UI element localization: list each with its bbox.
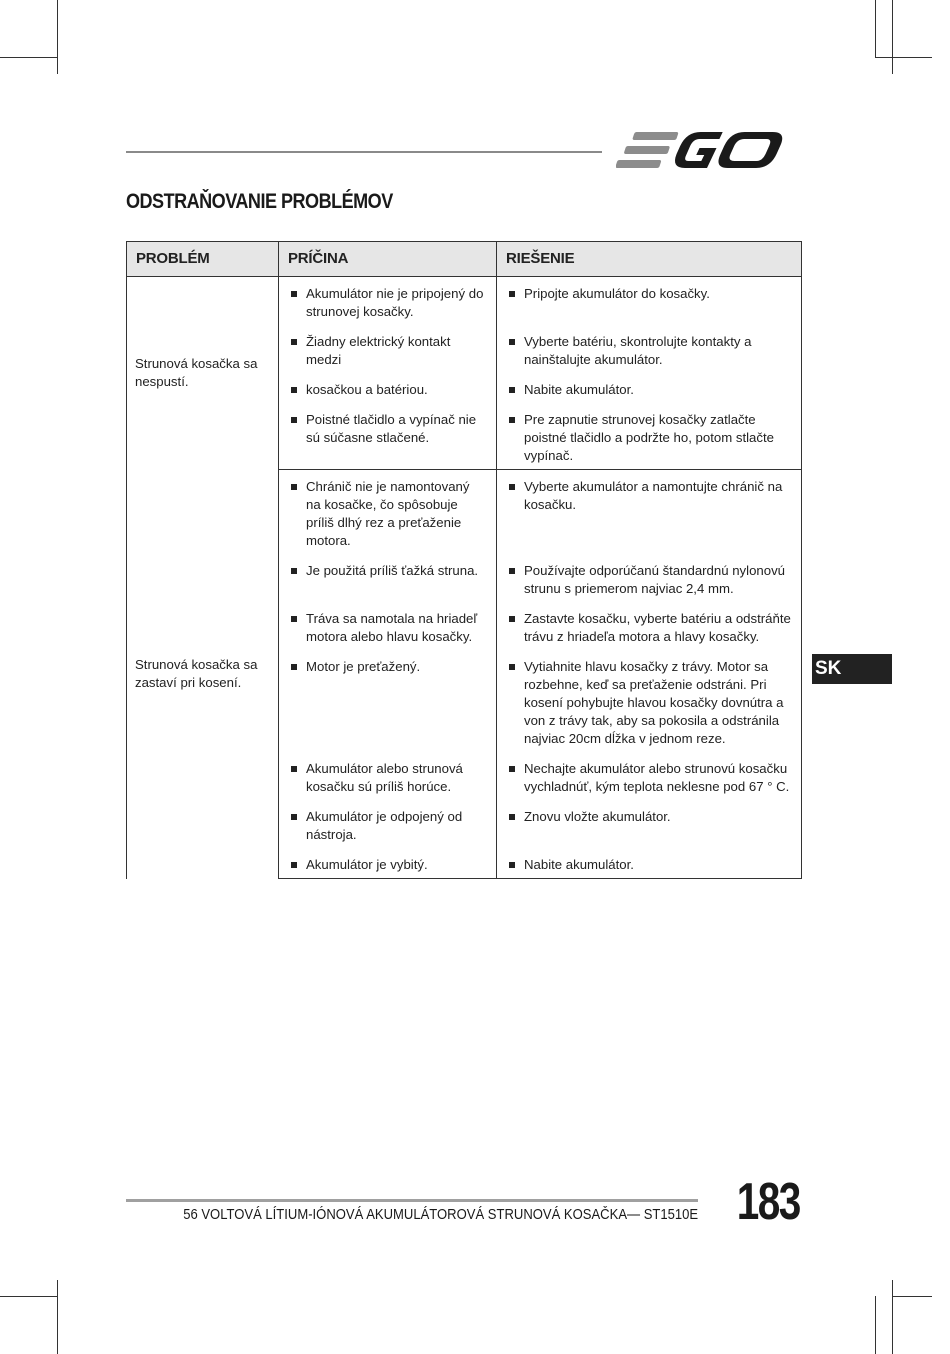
- bullet-square-icon: [291, 417, 297, 423]
- footer-rule: [126, 1199, 698, 1202]
- cause-text: Akumulátor nie je pripojený do strunovej kosačky.: [306, 286, 484, 319]
- header-solution: RIEŠENIE: [497, 242, 802, 277]
- table-row: [127, 277, 802, 326]
- bullet-square-icon: [509, 766, 515, 772]
- bullet-square-icon: [509, 616, 515, 622]
- crop-mark: [0, 1296, 57, 1297]
- crop-mark: [875, 57, 932, 58]
- bullet-square-icon: [291, 766, 297, 772]
- bullet-square-icon: [509, 568, 515, 574]
- bullet-square-icon: [291, 291, 297, 297]
- crop-mark: [57, 0, 58, 74]
- table-header-row: [127, 242, 802, 277]
- solution-text: Vyberte batériu, skontrolujte kontakty a nainštalujte akumulátor.: [524, 334, 752, 367]
- page-title: ODSTRAŇOVANIE PROBLÉMOV: [126, 190, 393, 213]
- solution-text: Zastavte kosačku, vyberte batériu a odstráňte trávu z hriadeľa motora a hlavy kosačky.: [524, 611, 791, 644]
- solution-text: Pre zapnutie strunovej kosačky zatlačte poistné tlačidlo a podržte ho, potom stlačte vypínač.: [524, 412, 774, 463]
- bullet-square-icon: [509, 291, 515, 297]
- cause-text: Chránič nie je namontovaný na kosačke, čo spôsobuje príliš dlhý rez a preťaženie motora.: [306, 479, 470, 548]
- solution-text: Nabite akumulátor.: [524, 382, 634, 397]
- cause-text: Akumulátor je vybitý.: [306, 857, 428, 872]
- solution-text: Vyberte akumulátor a namontujte chránič na kosačku.: [524, 479, 783, 512]
- bullet-square-icon: [509, 339, 515, 345]
- bullet-square-icon: [509, 814, 515, 820]
- cause-text: Akumulátor alebo strunová kosačku sú príliš horúce.: [306, 761, 463, 794]
- crop-mark: [892, 1280, 893, 1354]
- cause-text: Žiadny elektrický kontakt medzi: [306, 334, 451, 367]
- problem-cell: [127, 277, 279, 470]
- bullet-square-icon: [509, 484, 515, 490]
- bullet-square-icon: [509, 862, 515, 868]
- troubleshooting-table: [126, 241, 802, 879]
- solution-text: Znovu vložte akumulátor.: [524, 809, 671, 824]
- bullet-square-icon: [291, 862, 297, 868]
- crop-mark: [892, 0, 893, 74]
- problem-text: Strunová kosačka sa nespustí.: [135, 356, 258, 390]
- page-number: 183: [737, 1173, 800, 1231]
- ego-logo: [616, 128, 800, 172]
- cause-text: Je použitá príliš ťažká struna.: [306, 563, 479, 578]
- cause-text: Motor je preťažený.: [306, 659, 421, 674]
- bullet-square-icon: [509, 664, 515, 670]
- bullet-square-icon: [291, 814, 297, 820]
- solution-text: Nechajte akumulátor alebo strunovú kosačku vychladnúť, kým teplota neklesne pod 67 ° C.: [524, 761, 790, 794]
- problem-text: Strunová kosačka sa zastaví pri kosení.: [135, 657, 258, 690]
- bullet-square-icon: [509, 417, 515, 423]
- cause-text: Akumulátor je odpojený od nástroja.: [306, 809, 463, 842]
- problem-cell: [127, 470, 279, 879]
- solution-text: Vytiahnite hlavu kosačky z trávy. Motor sa rozbehne, keď sa preťaženie odstráni. Pri kosení pohybujte hlavou kosačky dovnútra a von z trávy tak, aby sa pokosila a odstránila najviac 20cm dĺžka v jednom reze.: [524, 659, 784, 746]
- bullet-square-icon: [291, 339, 297, 345]
- solution-text: Nabite akumulátor.: [524, 857, 634, 872]
- bullet-square-icon: [509, 387, 515, 393]
- bullet-square-icon: [291, 387, 297, 393]
- bullet-square-icon: [291, 664, 297, 670]
- solution-text: Používajte odporúčanú štandardnú nylonovú strunu s priemerom najviac 2,4 mm.: [524, 563, 786, 596]
- bullet-square-icon: [291, 616, 297, 622]
- cause-text: Tráva sa namotala na hriadeľ motora alebo hlavu kosačky.: [306, 611, 478, 644]
- cause-text: kosačkou a batériou.: [306, 382, 428, 397]
- crop-mark: [892, 1296, 932, 1297]
- cause-text: Poistné tlačidlo a vypínač nie sú súčasne stlačené.: [306, 412, 477, 445]
- crop-mark: [57, 1280, 58, 1354]
- crop-mark: [875, 0, 876, 57]
- header-cause: PRÍČINA: [279, 242, 497, 277]
- header-rule: [126, 151, 602, 153]
- header-problem: PROBLÉM: [127, 242, 279, 277]
- bullet-square-icon: [291, 484, 297, 490]
- crop-mark: [875, 1296, 876, 1354]
- solution-text: Pripojte akumulátor do kosačky.: [524, 286, 710, 301]
- footer-product-name: 56 VOLTOVÁ LÍTIUM-IÓNOVÁ AKUMULÁTOROVÁ STRUNOVÁ KOSAČKA— ST1510E: [183, 1207, 698, 1223]
- table-row: [127, 470, 802, 555]
- language-tab: SK: [812, 654, 892, 684]
- bullet-square-icon: [291, 568, 297, 574]
- crop-mark: [0, 57, 57, 58]
